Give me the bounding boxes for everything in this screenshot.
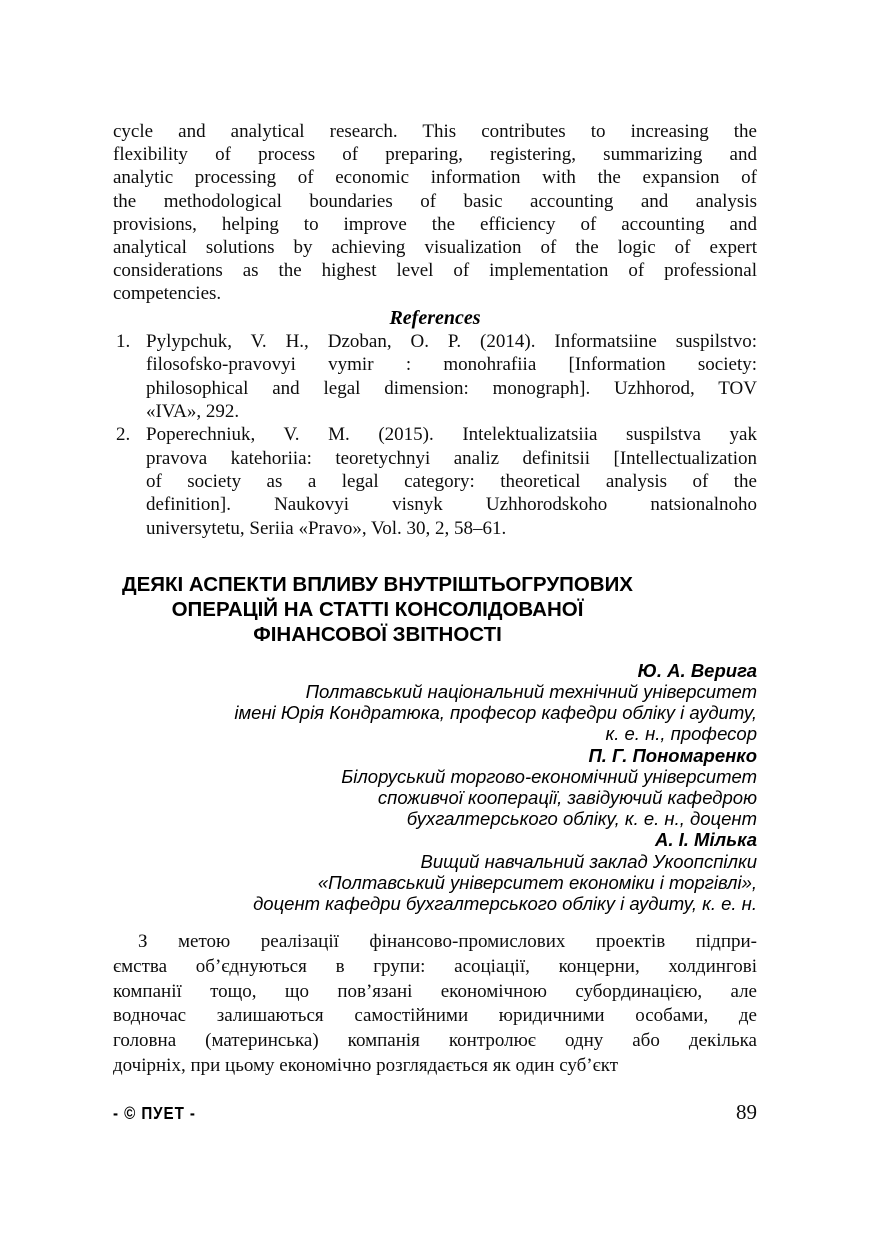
text-line: ємства об’єднуються в групи: асоціації, концерни, холдингові [113, 955, 757, 977]
author-block [113, 660, 757, 914]
reference-number: 1. [116, 331, 131, 353]
text-line: flexibility of process of preparing, registering, summarizing and [113, 144, 757, 166]
text-line: ОПЕРАЦІЙ НА СТАТТІ КОНСОЛІДОВАНОЇ [171, 597, 584, 621]
text-line: philosophical and legal dimension: monograph]. Uzhhorod, TOV [146, 377, 757, 399]
text-line: Pylypchuk, V. H., Dzoban, O. P. (2014). Informatsiine suspilstvo: [146, 331, 757, 353]
references-heading: References [389, 306, 481, 329]
text-line: водночас залишаються самостійними юридичними особами, де [113, 1005, 757, 1027]
text-line: З метою реалізації фінансово-промислових проектів підпри- [138, 931, 757, 953]
reference-text [146, 423, 757, 539]
article-title [113, 572, 642, 647]
text-line: споживчої кооперації, завідуючий кафедрою [377, 787, 757, 809]
page-number: 89 [736, 1100, 757, 1124]
text-line: А. І. Мілька [655, 829, 757, 851]
text-line: universytetu, Seriia «Pravo», Vol. 30, 2, 58–61. [146, 517, 507, 539]
text-line: Poperechniuk, V. M. (2015). Intelektualizatsiia suspilstva yak [146, 424, 757, 446]
text-line: Вищий навчальний заклад Укоопспілки [420, 850, 757, 872]
text-line: analytical solutions by achieving visualization of the logic of expert [113, 237, 757, 259]
text-line: Білоруський торгово-економічний університет [341, 765, 757, 787]
text-line: pravova katehoriia: teoretychnyi analiz definitsii [Intellectualization [146, 447, 757, 469]
text-line: П. Г. Пономаренко [588, 744, 757, 766]
body-paragraph-uk [113, 930, 757, 1078]
text-line: дочірніх, при цьому економічно розглядається як один суб’єкт [113, 1054, 619, 1076]
page-footer [113, 1100, 757, 1125]
reference-number: 2. [116, 424, 131, 446]
text-line: competencies. [113, 283, 222, 305]
text-line: доцент кафедри бухгалтерського обліку і аудиту, к. е. н. [253, 893, 757, 915]
text-line: Ю. А. Верига [637, 659, 757, 681]
text-line: ФІНАНСОВОЇ ЗВІТНОСТІ [253, 622, 502, 646]
imprint: - © ПУЕТ - [113, 1104, 196, 1124]
text-line: бухгалтерського обліку, к. е. н., доцент [406, 808, 757, 830]
text-line: імені Юрія Кондратюка, професор кафедри обліку і аудиту, [234, 702, 757, 724]
text-line: filosofsko-pravovyi vymir : monohrafiia [Information society: [146, 354, 757, 376]
text-line: provisions, helping to improve the efficiency of accounting and [113, 213, 757, 235]
text-line: ДЕЯКІ АСПЕКТИ ВПЛИВУ ВНУТРІШТЬОГРУПОВИХ [122, 572, 633, 596]
intro-paragraph-en [113, 120, 757, 306]
text-line: «Полтавський університет економіки і торгівлі», [317, 871, 757, 893]
text-line: Полтавський національний технічний університет [305, 681, 757, 702]
text-line: analytic processing of economic information with the expansion of [113, 167, 757, 189]
text-line: the methodological boundaries of basic accounting and analysis [113, 190, 757, 212]
text-line: definition]. Naukovyi visnyk Uzhhorodskoho natsionalnoho [146, 494, 757, 516]
text-line: головна (материнська) компанія контролює одну або декілька [113, 1030, 757, 1052]
reference-item-1 [113, 330, 757, 423]
references-list [113, 330, 757, 540]
text-line: к. е. н., професор [605, 723, 757, 745]
reference-text [146, 330, 757, 423]
text-line: of society as a legal category: theoretical analysis of the [146, 470, 757, 492]
text-column [113, 120, 757, 1078]
reference-item-2 [113, 423, 757, 539]
text-line: considerations as the highest level of implementation of professional [113, 260, 757, 282]
text-line: «IVA», 292. [146, 401, 240, 423]
text-line: cycle and analytical research. This contributes to increasing the [113, 121, 757, 142]
text-line: компанії тощо, що пов’язані економічною субординацією, але [113, 980, 757, 1002]
